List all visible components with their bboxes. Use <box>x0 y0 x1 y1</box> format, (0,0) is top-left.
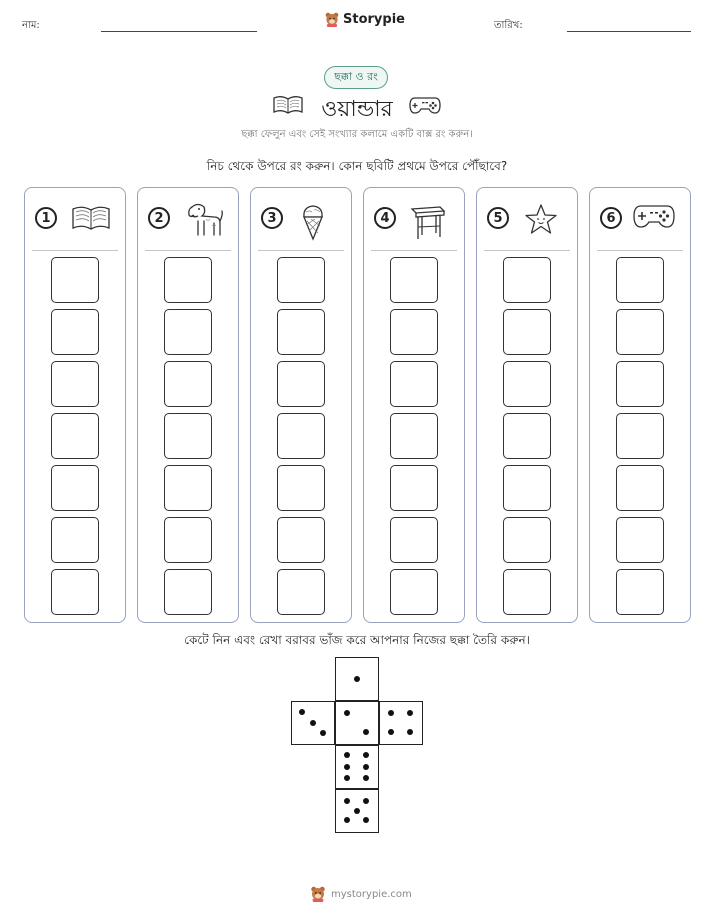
column-header <box>590 188 690 250</box>
dice-face-3 <box>291 701 335 745</box>
color-box[interactable] <box>277 257 325 303</box>
game-controller-icon <box>408 94 442 116</box>
color-box[interactable] <box>616 309 664 355</box>
school-desk-icon <box>410 201 446 241</box>
column-header <box>251 188 351 250</box>
color-box[interactable] <box>277 465 325 511</box>
color-box[interactable] <box>616 569 664 615</box>
dice-pip <box>388 729 394 735</box>
book-icon <box>71 201 111 233</box>
dice-pip <box>363 729 369 735</box>
color-box[interactable] <box>51 569 99 615</box>
color-box[interactable] <box>277 413 325 459</box>
dice-pip <box>407 710 413 716</box>
star-icon <box>523 201 559 237</box>
column-divider <box>32 250 118 251</box>
color-box[interactable] <box>616 361 664 407</box>
color-box[interactable] <box>164 569 212 615</box>
bear-icon <box>325 12 339 27</box>
dice-pip <box>310 720 316 726</box>
dice-pip <box>344 817 350 823</box>
color-box[interactable] <box>277 569 325 615</box>
dog-icon <box>184 201 224 239</box>
dice-face-1 <box>335 657 379 701</box>
dice-pip <box>344 764 350 770</box>
color-box[interactable] <box>503 257 551 303</box>
color-box[interactable] <box>616 517 664 563</box>
column-number: 4 <box>374 207 396 229</box>
color-box[interactable] <box>51 309 99 355</box>
column-2 <box>137 187 239 623</box>
page-title: ওয়ান্ডার <box>321 97 393 122</box>
column-5 <box>476 187 578 623</box>
bear-icon <box>310 886 326 902</box>
color-box[interactable] <box>164 465 212 511</box>
dice-pip <box>354 808 360 814</box>
color-box[interactable] <box>390 309 438 355</box>
column-3 <box>250 187 352 623</box>
dice-pip <box>363 752 369 758</box>
color-box[interactable] <box>277 517 325 563</box>
dice-face-2 <box>335 701 379 745</box>
dice-pip <box>407 729 413 735</box>
column-number: 3 <box>261 207 283 229</box>
color-box[interactable] <box>51 517 99 563</box>
dice-pip <box>299 709 305 715</box>
color-box[interactable] <box>503 517 551 563</box>
color-box[interactable] <box>390 361 438 407</box>
color-box[interactable] <box>51 361 99 407</box>
color-box[interactable] <box>164 309 212 355</box>
dice-pip <box>354 676 360 682</box>
dice-pip <box>344 752 350 758</box>
color-box[interactable] <box>503 361 551 407</box>
name-line <box>101 31 257 32</box>
column-number: 2 <box>148 207 170 229</box>
column-4 <box>363 187 465 623</box>
column-divider <box>597 250 683 251</box>
dice-pip <box>363 775 369 781</box>
column-header <box>138 188 238 250</box>
column-header <box>477 188 577 250</box>
footer <box>310 886 412 902</box>
color-box[interactable] <box>390 413 438 459</box>
color-box[interactable] <box>164 257 212 303</box>
color-box[interactable] <box>616 465 664 511</box>
color-box[interactable] <box>164 413 212 459</box>
name-label: নাম: <box>22 20 40 31</box>
color-box[interactable] <box>503 569 551 615</box>
brand-logo <box>325 12 405 27</box>
color-box[interactable] <box>390 257 438 303</box>
column-number: 1 <box>35 207 57 229</box>
dice-pip <box>344 710 350 716</box>
color-box[interactable] <box>616 257 664 303</box>
column-divider <box>258 250 344 251</box>
color-box[interactable] <box>277 361 325 407</box>
dice-pip <box>388 710 394 716</box>
dice-face-4 <box>379 701 423 745</box>
dice-pip <box>363 817 369 823</box>
brand-name: Storypie <box>343 12 405 27</box>
dice-pip <box>320 730 326 736</box>
column-divider <box>371 250 457 251</box>
color-box[interactable] <box>503 413 551 459</box>
color-box[interactable] <box>51 465 99 511</box>
color-box[interactable] <box>503 465 551 511</box>
dice-face-5 <box>335 789 379 833</box>
ice-cream-icon <box>301 201 325 241</box>
color-box[interactable] <box>277 309 325 355</box>
dice-pip <box>363 764 369 770</box>
footer-url: mystorypie.com <box>331 888 412 900</box>
dice-pip <box>344 775 350 781</box>
dice-face-6 <box>335 745 379 789</box>
game-controller-icon <box>632 201 676 231</box>
column-header <box>25 188 125 250</box>
category-tag: ছক্কা ও রং <box>324 66 388 89</box>
date-line <box>567 31 691 32</box>
cut-instruction: কেটে নিন এবং রেখা বরাবর ভাঁজ করে আপনার নিজের ছক্কা তৈরি করুন। <box>184 633 530 647</box>
color-box[interactable] <box>51 413 99 459</box>
color-box[interactable] <box>164 361 212 407</box>
subtitle: ছক্কা ফেলুন এবং সেই সংখ্যার কলামে একটি বাক্স রং করুন। <box>241 129 473 140</box>
column-divider <box>145 250 231 251</box>
color-box[interactable] <box>164 517 212 563</box>
column-1 <box>24 187 126 623</box>
color-box[interactable] <box>390 569 438 615</box>
color-box[interactable] <box>616 413 664 459</box>
color-box[interactable] <box>390 517 438 563</box>
column-divider <box>484 250 570 251</box>
color-box[interactable] <box>51 257 99 303</box>
column-6 <box>589 187 691 623</box>
column-header <box>364 188 464 250</box>
dice-pip <box>363 798 369 804</box>
column-number: 5 <box>487 207 509 229</box>
column-number: 6 <box>600 207 622 229</box>
instruction-text: নিচ থেকে উপরে রং করুন। কোন ছবিটি প্রথমে উপরে পৌঁছাবে? <box>206 159 508 173</box>
color-box[interactable] <box>503 309 551 355</box>
dice-pip <box>344 798 350 804</box>
color-box[interactable] <box>390 465 438 511</box>
date-label: তারিখ: <box>494 20 523 31</box>
